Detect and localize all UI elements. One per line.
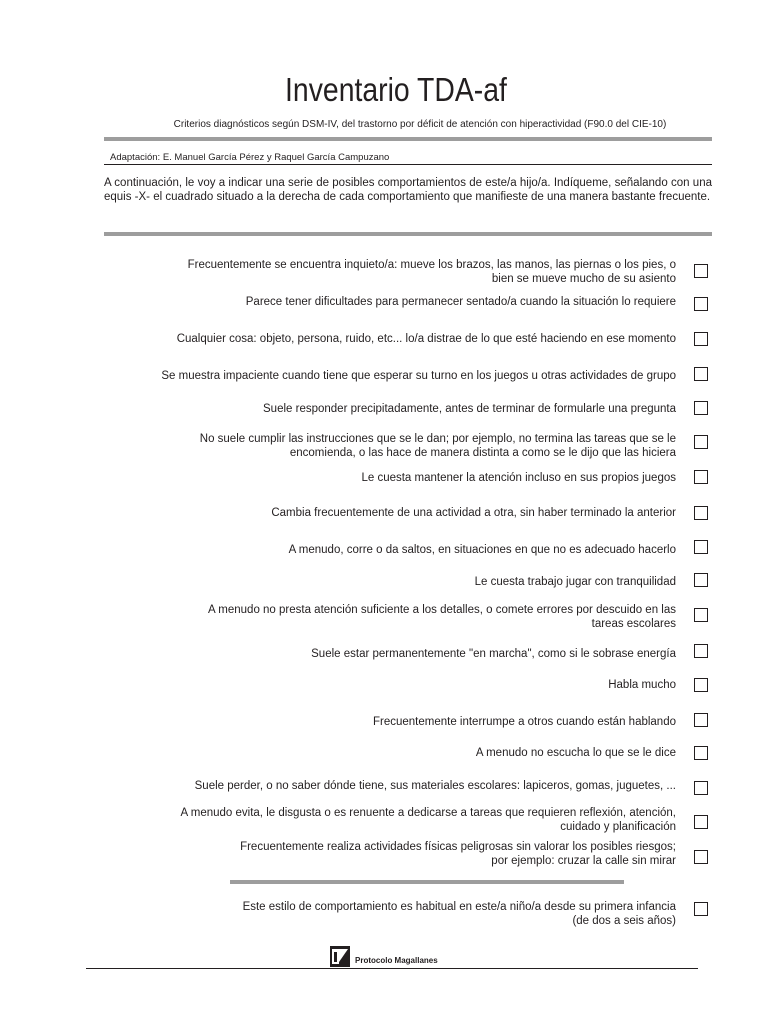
protocolo-magallanes-logo-icon xyxy=(330,946,350,967)
checklist-item-checkbox[interactable] xyxy=(694,297,708,311)
checklist-item-checkbox[interactable] xyxy=(694,401,708,415)
checklist-item-checkbox[interactable] xyxy=(694,367,708,381)
checklist-item-checkbox[interactable] xyxy=(694,815,708,829)
checklist-item-checkbox[interactable] xyxy=(694,850,708,864)
checklist-item xyxy=(76,507,676,521)
checklist-item-line-1: Frecuentemente se encuentra inquieto/a: mueve los brazos, las manos, las piernas o los pies, o xyxy=(187,259,676,271)
footer-rule xyxy=(86,968,698,969)
checklist-item-line-2: por ejemplo: cruzar la calle sin mirar xyxy=(491,854,676,867)
checklist-item xyxy=(76,370,676,384)
checklist-item xyxy=(76,576,676,590)
checklist-item xyxy=(76,841,676,868)
final-item-line-1: Este estilo de comportamiento es habitual en este/a niño/a desde su primera infancia xyxy=(242,901,676,913)
checklist-item-checkbox[interactable] xyxy=(694,264,708,278)
checklist-item-checkbox[interactable] xyxy=(694,540,708,554)
checklist-item-line-1: A menudo no presta atención suficiente a los detalles, o comete errores por descuido en las xyxy=(208,604,676,616)
checklist-item xyxy=(76,716,676,730)
page-title: Inventario TDA-af xyxy=(285,71,507,108)
checklist-item-checkbox[interactable] xyxy=(694,713,708,727)
checklist-item xyxy=(76,807,676,834)
checklist-item xyxy=(76,333,676,347)
checklist-item-checkbox[interactable] xyxy=(694,781,708,795)
checklist-item xyxy=(76,780,676,794)
checklist-item-line-2: tareas escolares xyxy=(591,617,676,630)
final-item-text xyxy=(76,901,676,928)
checklist-item-line-1: Cualquier cosa: objeto, persona, ruido, etc... lo/a distrae de lo que esté haciendo en ese momento xyxy=(176,333,676,345)
checklist-item xyxy=(76,296,676,310)
checklist-item-checkbox[interactable] xyxy=(694,644,708,658)
checklist-item-line-1: Cambia frecuentemente de una actividad a otra, sin haber terminado la anterior xyxy=(271,507,676,519)
checklist-item-checkbox[interactable] xyxy=(694,506,708,520)
checklist-item-checkbox[interactable] xyxy=(694,332,708,346)
checklist-item-line-2: encomienda, o las hace de manera distinta a como se le dijo que las hiciera xyxy=(289,446,676,459)
checklist-item xyxy=(76,544,676,558)
checklist-item xyxy=(76,259,676,286)
checklist-item-checkbox[interactable] xyxy=(694,573,708,587)
checklist-item-line-1: Suele perder, o no saber dónde tiene, sus materiales escolares: lapiceros, gomas, juguetes, ... xyxy=(194,780,676,792)
final-item-line-2: (de dos a seis años) xyxy=(572,914,676,927)
final-item-checkbox[interactable] xyxy=(694,902,708,916)
checklist-item xyxy=(76,648,676,662)
checklist-item-line-1: Frecuentemente realiza actividades físicas peligrosas sin valorar los posibles riesgos; xyxy=(240,841,676,853)
checklist-item-line-1: Parece tener dificultades para permanecer sentado/a cuando la situación lo requiere xyxy=(245,296,676,308)
checklist-item-line-1: Suele estar permanentemente "en marcha", como si le sobrase energía xyxy=(311,648,676,660)
footer-label: Protocolo Magallanes xyxy=(355,956,438,965)
header-divider xyxy=(104,137,712,141)
checklist-item xyxy=(76,604,676,631)
checklist-item xyxy=(76,472,676,486)
checklist-item-checkbox[interactable] xyxy=(694,608,708,622)
checklist-item-line-1: A menudo evita, le disgusta o es renuente a dedicarse a tareas que requieren reflexión, atención, xyxy=(180,807,676,819)
checklist-item-line-1: Frecuentemente interrumpe a otros cuando están hablando xyxy=(372,716,676,728)
checklist-item-line-1: Le cuesta trabajo jugar con tranquilidad xyxy=(474,576,676,588)
checklist-item-line-1: A menudo no escucha lo que se le dice xyxy=(475,747,676,759)
checklist-item-checkbox[interactable] xyxy=(694,435,708,449)
instructions-paragraph: A continuación, le voy a indicar una serie de posibles comportamientos de este/a hijo/a. Indíqueme, señalando con una equis -X- el cuadrado situado a la derecha de cada comportamiento que manifieste de una manera bastante frecuente. xyxy=(104,177,712,203)
checklist-item-line-1: Se muestra impaciente cuando tiene que esperar su turno en los juegos u otras actividades de grupo xyxy=(161,370,676,382)
final-divider xyxy=(230,880,624,884)
adaptation-underline xyxy=(104,164,712,165)
checklist-item-checkbox[interactable] xyxy=(694,746,708,760)
checklist-item-line-1: A menudo, corre o da saltos, en situaciones en que no es adecuado hacerlo xyxy=(288,544,676,556)
checklist-item-line-2: cuidado y planificación xyxy=(560,820,676,833)
checklist-item xyxy=(76,747,676,761)
checklist-item-line-1: Habla mucho xyxy=(608,679,676,691)
checklist-item xyxy=(76,679,676,693)
checklist-item-checkbox[interactable] xyxy=(694,678,708,692)
checklist-item-line-1: No suele cumplir las instrucciones que se le dan; por ejemplo, no termina las tareas que se le xyxy=(199,433,676,445)
intro-divider xyxy=(104,232,712,236)
checklist-item-line-1: Suele responder precipitadamente, antes de terminar de formularle una pregunta xyxy=(263,403,676,415)
checklist-item-checkbox[interactable] xyxy=(694,470,708,484)
adaptation-credit: Adaptación: E. Manuel García Pérez y Raquel García Campuzano xyxy=(110,152,390,163)
page-subtitle: Criterios diagnósticos según DSM-IV, del trastorno por déficit de atención con hiperactividad (F90.0 del CIE-10) xyxy=(173,119,667,130)
checklist-item-line-2: bien se mueve mucho de su asiento xyxy=(491,272,676,285)
checklist-item xyxy=(76,433,676,460)
checklist-item-line-1: Le cuesta mantener la atención incluso en sus propios juegos xyxy=(361,472,676,484)
checklist-item xyxy=(76,403,676,417)
